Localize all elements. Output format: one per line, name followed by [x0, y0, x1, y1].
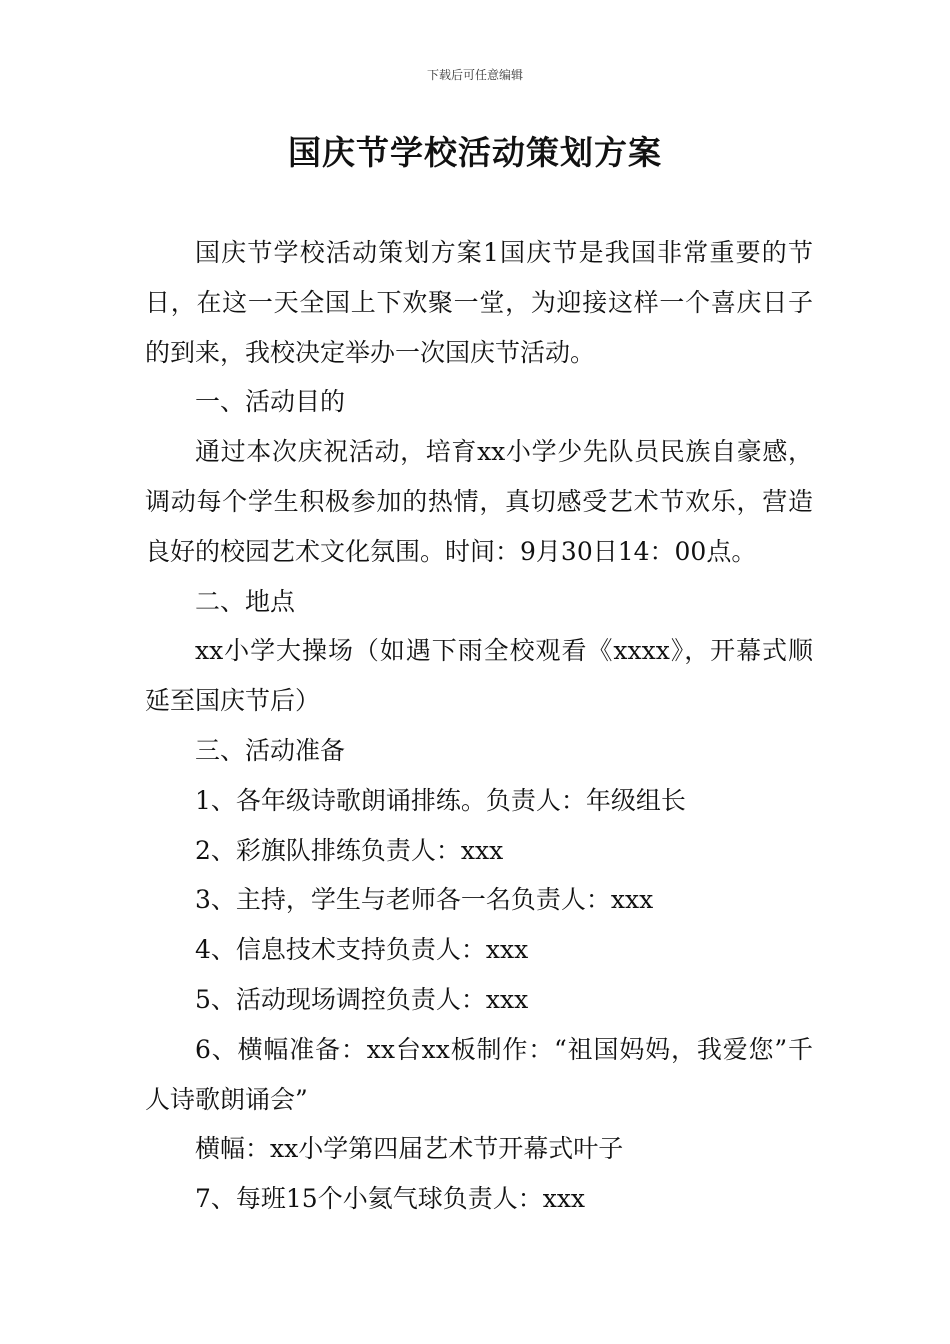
download-note: 下载后可任意编辑 — [426, 68, 523, 82]
paragraph-purpose: 通过本次庆祝活动，培育xx小学少先队员民族自豪感，调动每个学生积极参加的热情，真切感受艺术节欢乐，营造良好的校园艺术文化氛围。时间：9月30日14：00点。 — [145, 437, 813, 566]
paragraph-intro: 国庆节学校活动策划方案1国庆节是我国非常重要的节日，在这一天全国上下欢聚一堂，为迎接这样一个喜庆日子的到来，我校决定举办一次国庆节活动。 — [145, 238, 813, 367]
paragraph-banner: 横幅：xx小学第四届艺术节开幕式叶子 — [195, 1134, 624, 1164]
list-item-1: 1、各年级诗歌朗诵排练。负责人：年级组长 — [195, 785, 686, 815]
list-item-6: 6、横幅准备：xx台xx板制作：“祖国妈妈，我爱您”千人诗歌朗诵会” — [145, 1034, 813, 1114]
list-item-2: 2、彩旗队排练负责人：xxx — [195, 835, 504, 865]
list-item-4: 4、信息技术支持负责人：xxx — [195, 935, 529, 965]
heading-preparation: 三、活动准备 — [195, 735, 346, 765]
list-item-3: 3、主持，学生与老师各一名负责人：xxx — [195, 885, 654, 915]
document-body — [145, 228, 813, 1224]
list-item-5: 5、活动现场调控负责人：xxx — [195, 984, 529, 1014]
list-item-7: 7、每班15个小氦气球负责人：xxx — [195, 1184, 586, 1214]
paragraph-location: xx小学大操场（如遇下雨全校观看《xxxx》，开幕式顺延至国庆节后） — [145, 636, 813, 716]
heading-location: 二、地点 — [195, 586, 296, 616]
document-title: 国庆节学校活动策划方案 — [288, 133, 662, 172]
heading-purpose: 一、活动目的 — [195, 387, 346, 417]
